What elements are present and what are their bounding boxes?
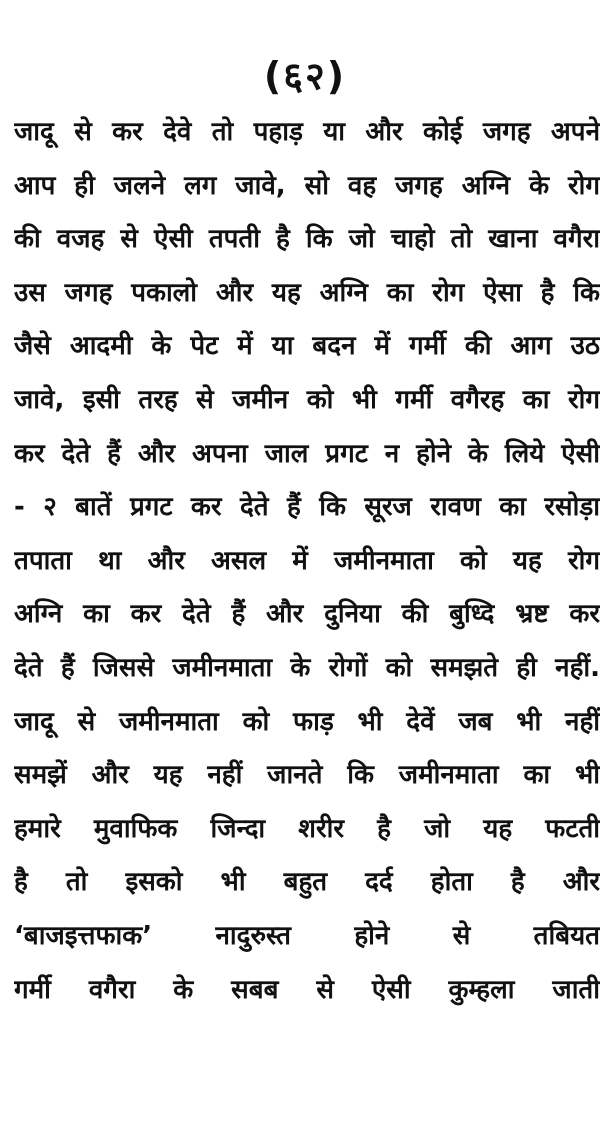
page-number: (६२) [263, 54, 347, 98]
text-line: देते हैं जिससे जमीनमाता के रोगों को समझते ही नहीं. [14, 652, 600, 683]
text-line: समझें और यह नहीं जानते कि जमीनमाता का भी [14, 760, 600, 791]
text-line: है तो इसको भी बहुत दर्द होता है और [14, 867, 600, 898]
text-line: जावे, इसी तरह से जमीन को भी गर्मी वगैरह का रोग [14, 384, 600, 415]
text-line: - २ बातें प्रगट कर देते हैं कि सूरज रावण का रसोड़ा [14, 492, 600, 523]
text-line: ‘बाजइत्तफाक’ नादुरुस्त होने से तबियत [14, 920, 600, 951]
text-line: की वजह से ऐसी तपती है कि जो चाहो तो खाना वगैरा [14, 224, 600, 255]
text-line: तपाता था और असल में जमीनमाता को यह रोग [14, 545, 600, 576]
text-line: जादू से जमीनमाता को फाड़ भी देवें जब भी नहीं [14, 706, 600, 737]
text-line: जादू से कर देवे तो पहाड़ या और कोई जगह अपने [14, 117, 600, 147]
text-line: जैसे आदमी के पेट में या बदन में गर्मी की आग उठ [14, 331, 600, 362]
body-text [14, 106, 600, 1017]
text-line: हमारे मुवाफिक जिन्दा शरीर है जो यह फटती [14, 813, 600, 844]
text-line: उस जगह पकालो और यह अग्नि का रोग ऐसा है कि [14, 277, 600, 308]
text-line: गर्मी वगैरा के सबब से ऐसी कुम्हला जाती [14, 974, 600, 1005]
text-line: कर देते हैं और अपना जाल प्रगट न होने के लिये ऐसी [14, 438, 600, 469]
text-line: अग्नि का कर देते हैं और दुनिया की बुध्दि भ्रष्ट कर [14, 599, 600, 630]
text-line: आप ही जलने लग जावे, सो वह जगह अग्नि के रोग [14, 170, 600, 201]
